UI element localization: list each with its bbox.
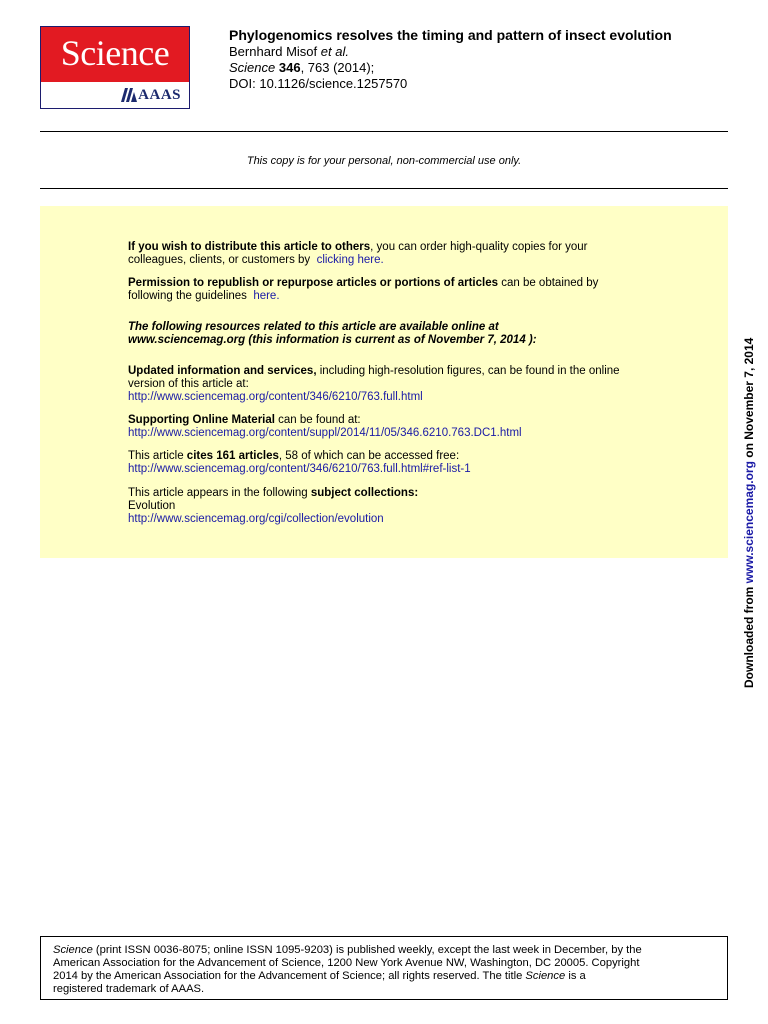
- supporting-material-section: Supporting Online Material can be found at: http://www.sciencemag.org/content/suppl/2014/11/05/346.6210.763.DC1.html: [128, 414, 522, 439]
- download-stamp: Downloaded from www.sciencemag.org on November 7, 2014: [742, 337, 756, 688]
- permission-section: Permission to republish or repurpose articles or portions of articles can be obtained by following the guidelines here.: [128, 277, 599, 302]
- supporting-material-link[interactable]: http://www.sciencemag.org/content/suppl/2014/11/05/346.6210.763.DC1.html: [128, 427, 522, 439]
- full-text-link[interactable]: http://www.sciencemag.org/content/346/6210/763.full.html: [128, 391, 423, 403]
- subject-collections-section: This article appears in the following subject collections: Evolution http://www.sciencemag.org/cgi/collection/evolution: [128, 487, 419, 525]
- science-logo: [40, 26, 190, 109]
- updated-info-section: Updated information and services, including high-resolution figures, can be found in the online version of this article at: http://www.sciencemag.org/content/346/6210/763.full.html: [128, 365, 620, 403]
- bottom-divider: [40, 188, 728, 189]
- aaas-mark-icon: [121, 88, 137, 102]
- aaas-logo: [121, 86, 181, 104]
- article-title: Phylogenomics resolves the timing and pattern of insect evolution: [229, 27, 672, 43]
- resources-heading: The following resources related to this article are available online at www.sciencemag.org (this information is current as of November 7, 2014 ):: [128, 321, 537, 346]
- distribute-section: If you wish to distribute this article to others, you can order high-quality copies for your colleagues, clients, or customers by clicking here.: [128, 241, 588, 266]
- personal-use-notice: This copy is for your personal, non-commercial use only.: [246, 155, 522, 167]
- top-divider: [40, 131, 728, 132]
- article-citation: Science 346, 763 (2014);: [229, 60, 375, 75]
- clicking-here-link[interactable]: clicking here.: [316, 254, 384, 266]
- article-authors: Bernhard Misof et al.: [229, 44, 349, 59]
- collection-topic: Evolution: [128, 500, 176, 512]
- article-doi: DOI: 10.1126/science.1257570: [229, 76, 408, 91]
- science-wordmark: Science: [41, 27, 189, 82]
- collection-link[interactable]: http://www.sciencemag.org/cgi/collection/evolution: [128, 513, 384, 525]
- guidelines-here-link[interactable]: here.: [253, 290, 280, 302]
- article-header: [229, 27, 672, 92]
- sciencemag-link[interactable]: www.sciencemag.org: [742, 461, 756, 584]
- cites-section: This article cites 161 articles, 58 of which can be accessed free: http://www.sciencemag.org/content/346/6210/763.full.html#ref-list-1: [128, 450, 471, 475]
- ref-list-link[interactable]: http://www.sciencemag.org/content/346/6210/763.full.html#ref-list-1: [128, 463, 471, 475]
- publication-footer: Science (print ISSN 0036-8075; online ISSN 1095-9203) is published weekly, except the last week in December, by the American Association for the Advancement of Science, 1200 New York Avenue NW, Washington, DC 20005. Copyright 2014 by the American Association for the Advancement of Science; all rights reserved. The title Science is a registered trademark of AAAS.: [40, 936, 728, 1000]
- aaas-text: AAAS: [138, 86, 181, 103]
